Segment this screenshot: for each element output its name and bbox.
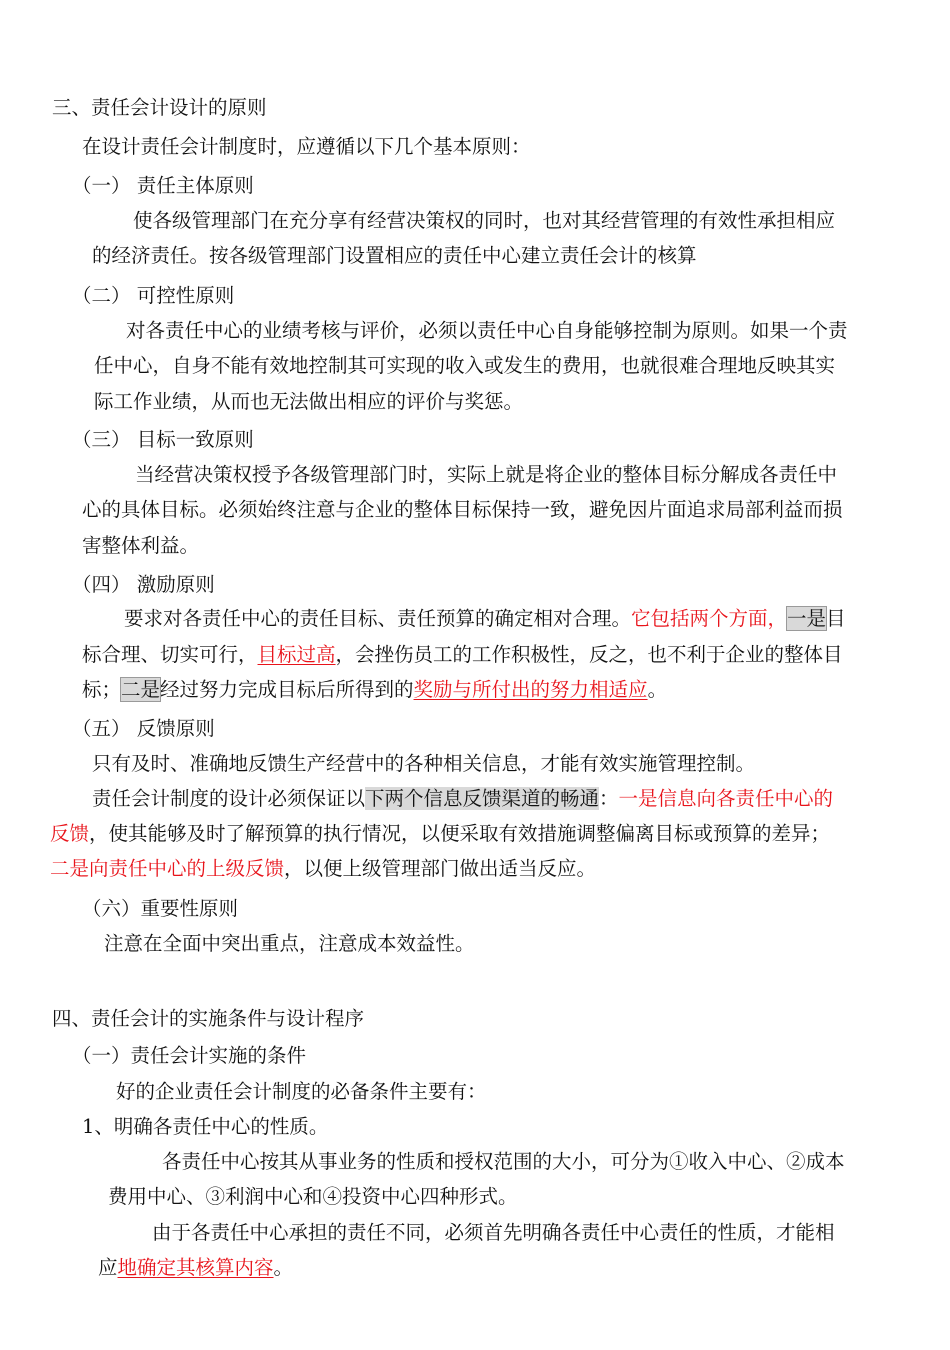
principle-1-title: （一） 责任主体原则	[72, 174, 254, 197]
section-4-text-line-3: 由于各责任中心承担的责任不同，必须首先明确各责任中心责任的性质，才能相	[152, 1221, 835, 1244]
text-run: 目	[826, 607, 846, 630]
text-run: 。	[647, 678, 668, 701]
text-run: 应	[98, 1256, 118, 1279]
principle-4-title: （四） 激励原则	[72, 573, 215, 596]
text-run: 责任会计制度的设计必须保证以	[92, 787, 366, 810]
text-run: 经过努力完成目标后所得到的	[160, 678, 414, 701]
red-underlined-text-run: 地确定其核算内容	[117, 1256, 274, 1279]
principle-3-line-2: 心的具体目标。必须始终注意与企业的整体目标保持一致，避免因片面追求局部利益而损	[82, 498, 843, 521]
red-underlined-text-run: 目标过高	[257, 643, 336, 666]
red-text-run: 它包括两个方面，	[631, 607, 788, 630]
highlighted-text-run: 一是	[787, 607, 827, 630]
section-4-subheading-1: （一）责任会计实施的条件	[72, 1044, 307, 1067]
principle-4-line-3	[82, 678, 667, 702]
section-3-intro: 在设计责任会计制度时，应遵循以下几个基本原则：	[82, 135, 531, 158]
section-4-heading: 四、责任会计的实施条件与设计程序	[52, 1007, 365, 1030]
red-text-run: 一是信息向各责任中心的	[618, 787, 834, 810]
principle-3-title: （三） 目标一致原则	[72, 428, 254, 451]
principle-1-line-1: 使各级管理部门在充分享有经营决策权的同时，也对其经营管理的有效性承担相应	[133, 209, 836, 232]
principle-2-line-2: 任中心，自身不能有效地控制其可实现的收入或发生的费用，也就很难合理地反映其实	[94, 354, 836, 377]
red-underlined-text-run: 奖励与所付出的努力相适应	[413, 678, 648, 701]
principle-5-line-1: 只有及时、准确地反馈生产经营中的各种相关信息，才能有效实施管理控制。	[92, 752, 756, 775]
red-text-run: 二是向责任中心的上级反馈	[50, 857, 285, 880]
principle-3-line-3: 害整体利益。	[82, 534, 200, 557]
section-4-text-line-4	[98, 1256, 293, 1280]
text-run: ，会挫伤员工的工作积极性，反之，也不利于企业的整体目	[335, 643, 843, 666]
section-3-heading: 三、责任会计设计的原则	[52, 96, 267, 119]
section-4-text-line-1: 各责任中心按其从事业务的性质和授权范围的大小，可分为①收入中心、②成本	[162, 1150, 845, 1173]
section-4-text-line-2: 费用中心、③利润中心和④投资中心四种形式。	[108, 1185, 518, 1208]
text-run: 标；	[82, 678, 122, 701]
principle-6-line-1: 注意在全面中突出重点，注意成本效益性。	[104, 932, 475, 955]
text-run: ：	[599, 787, 619, 810]
text-run: ，以便上级管理部门做出适当反应。	[284, 857, 597, 880]
text-run: ，使其能够及时了解预算的执行情况，以便采取有效措施调整偏离目标或预算的差异；	[89, 822, 831, 845]
text-run: 标合理、切实可行，	[82, 643, 258, 666]
principle-4-line-2	[82, 643, 843, 667]
principle-2-line-1: 对各责任中心的业绩考核与评价，必须以责任中心自身能够控制为原则。如果一个责	[126, 319, 848, 342]
principle-5-title: （五） 反馈原则	[72, 717, 215, 740]
principle-5-line-2	[92, 787, 833, 811]
highlighted-text-run: 下两个信息反馈渠道的畅通	[365, 787, 600, 810]
principle-4-line-1	[124, 607, 846, 631]
text-run: 要求对各责任中心的责任目标、责任预算的确定相对合理。	[124, 607, 632, 630]
principle-1-line-2: 的经济责任。按各级管理部门设置相应的责任中心建立责任会计的核算	[92, 244, 697, 267]
red-text-run: 反馈	[50, 822, 90, 845]
highlighted-text-run: 二是	[121, 678, 161, 701]
principle-6-title: （六）重要性原则	[82, 897, 239, 920]
section-4-intro: 好的企业责任会计制度的必备条件主要有：	[116, 1080, 487, 1103]
principle-5-line-4	[50, 857, 596, 881]
text-run: 。	[273, 1256, 294, 1279]
principle-5-line-3	[50, 822, 830, 846]
principle-3-line-1: 当经营决策权授予各级管理部门时，实际上就是将企业的整体目标分解成各责任中	[135, 463, 838, 486]
principle-2-title: （二） 可控性原则	[72, 284, 235, 307]
principle-2-line-3: 际工作业绩，从而也无法做出相应的评价与奖惩。	[94, 390, 524, 413]
section-4-item-1: 1、明确各责任中心的性质。	[82, 1115, 329, 1138]
